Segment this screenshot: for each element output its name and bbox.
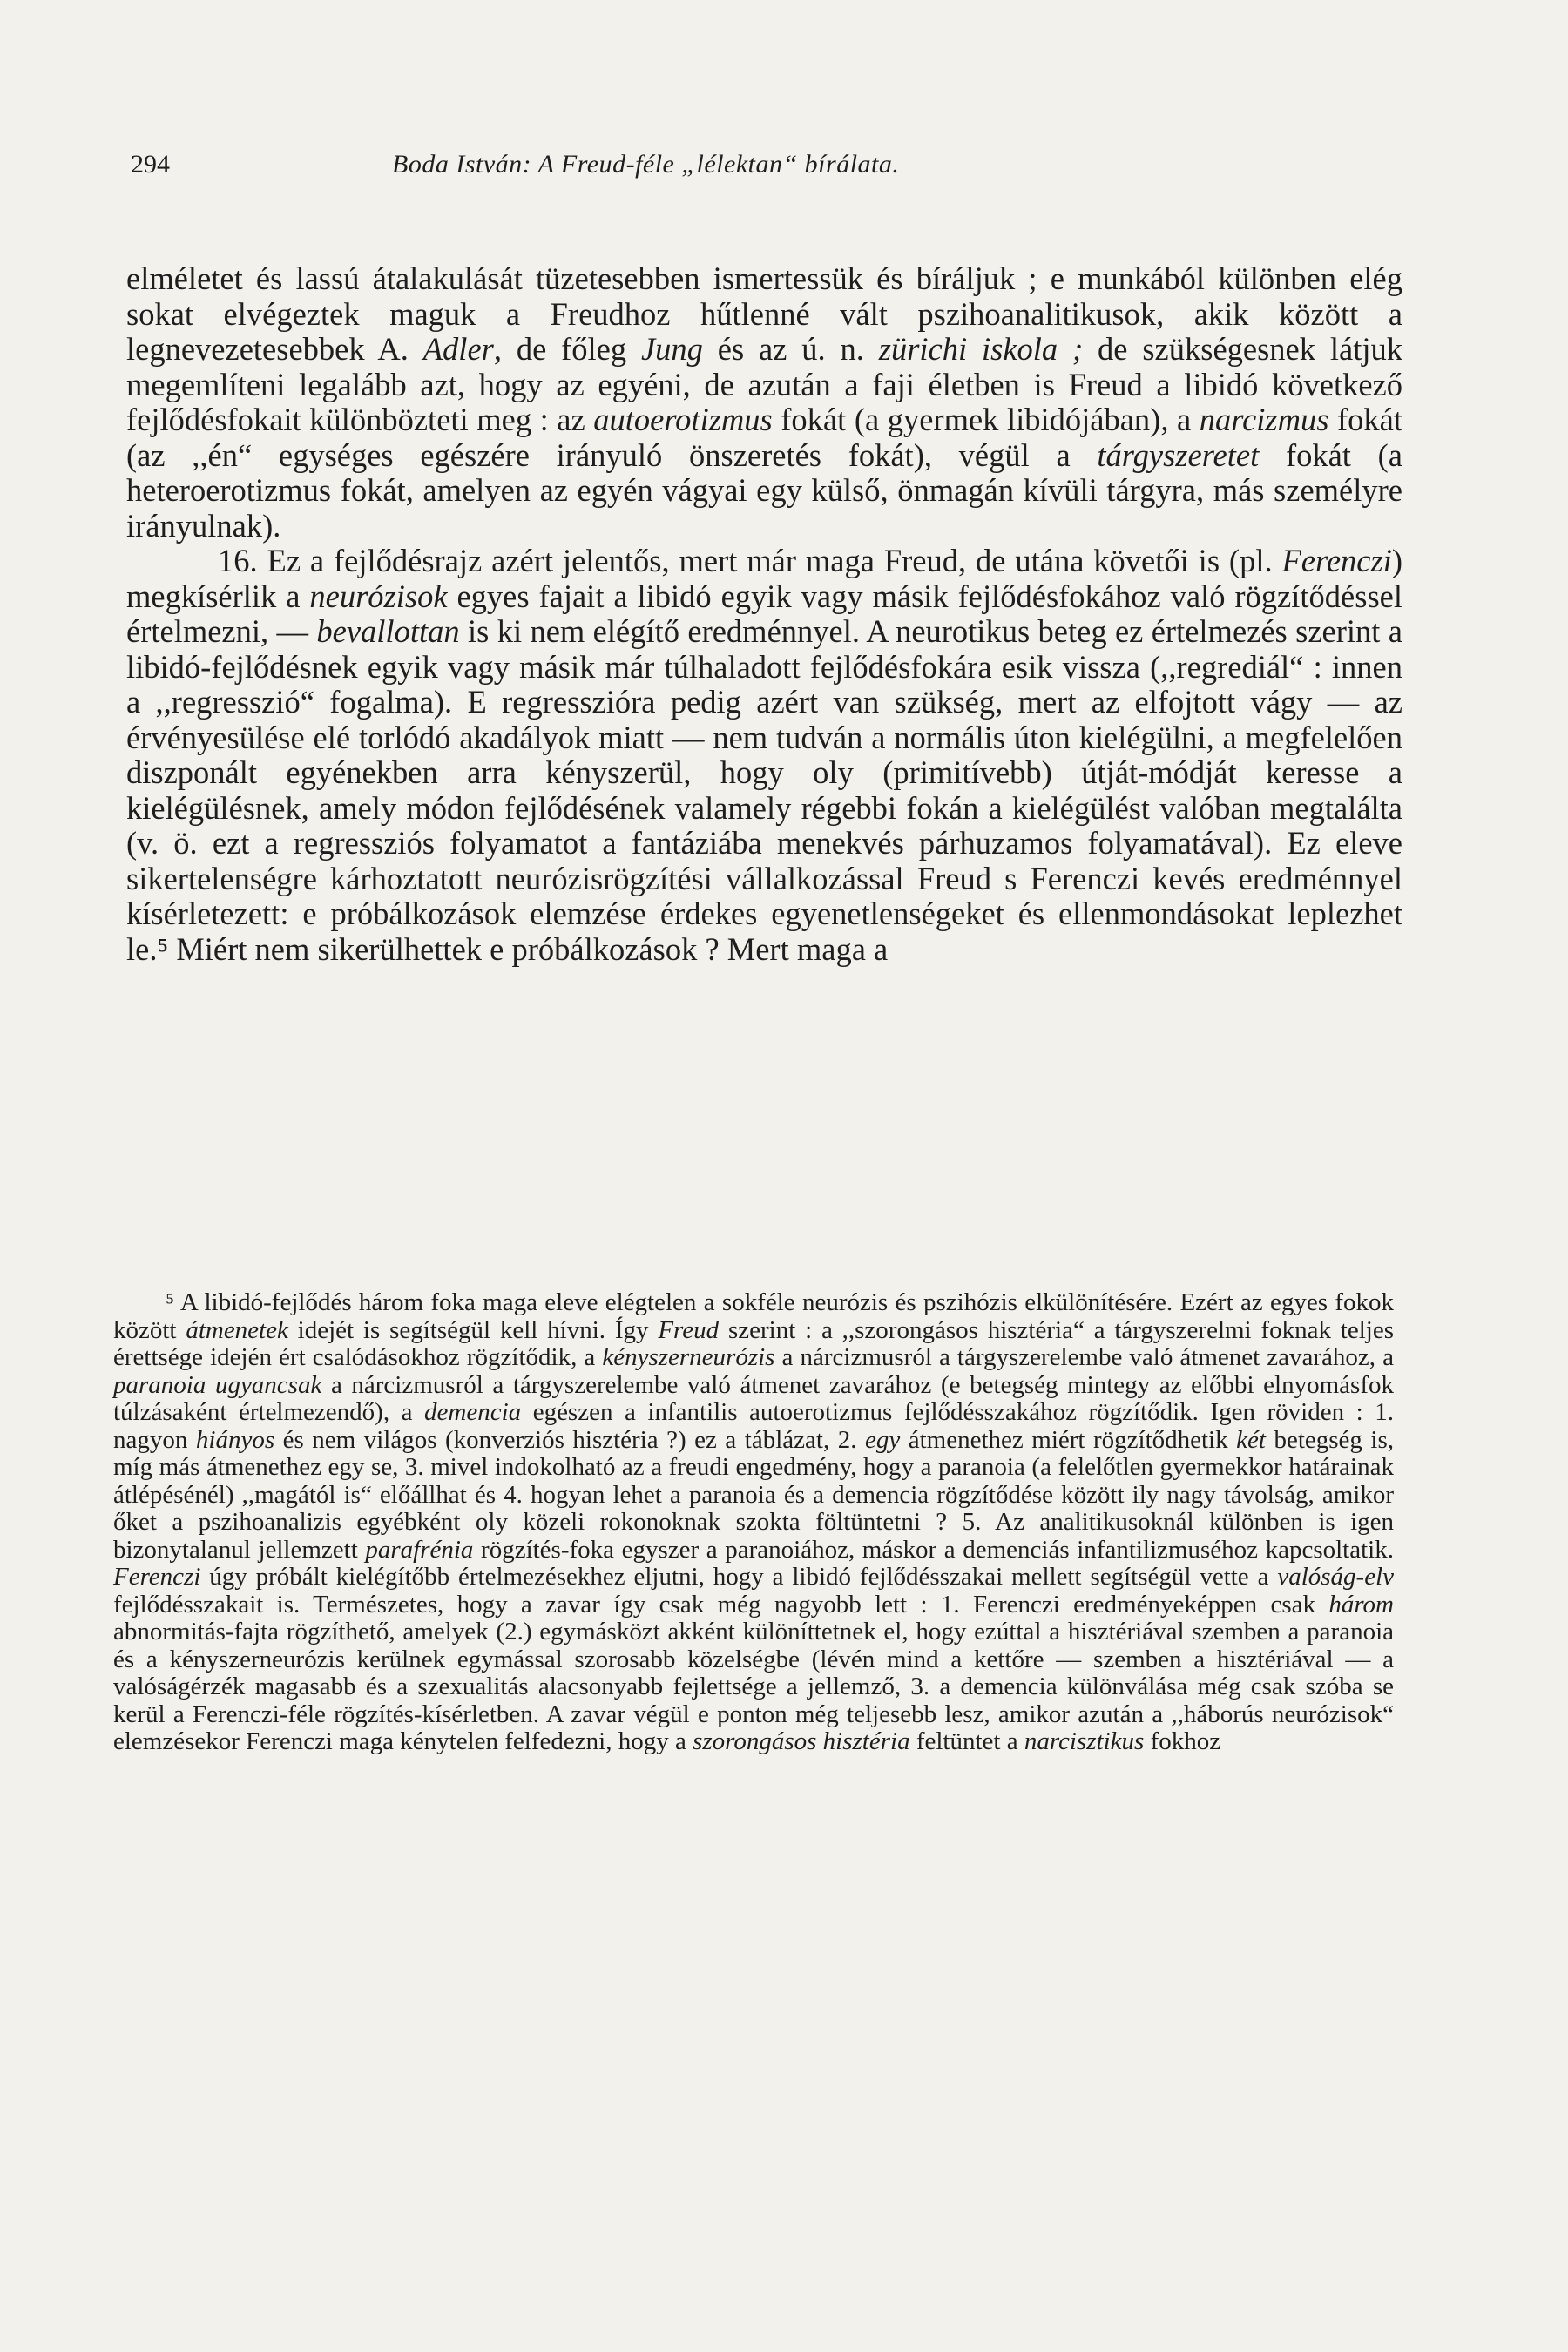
text-run: egyes fajait a libidó egyik vagy másik fejlődésfokához való rögzítődéssel értelmezni, — [126, 578, 1402, 649]
text-run: , de főleg [493, 331, 641, 367]
text-run: úgy próbált kielégítőbb értelmezésekhez eljutni, hogy a libidó fejlődésszakai mellett segítségül vette a [200, 1563, 1278, 1591]
italic-run: Ferenczi [113, 1563, 201, 1591]
italic-run: két [1236, 1425, 1266, 1454]
text-run: a nárcizmusról a tárgyszerelembe való átmenet zavarához, a [774, 1343, 1394, 1371]
paragraph-1 [126, 261, 1402, 544]
italic-run: szorongásos hisztéria [693, 1727, 910, 1755]
text-run: ⁵ A libidó-fejlődés három foka maga eleve elégtelen a sokféle neurózis és pszihózis elkülönítésére. Ezért az egyes fokok között [113, 1288, 1394, 1344]
page-header [131, 150, 1402, 193]
text-run: szerint : a ,,szorongásos hisztéria“ a tárgyszerelmi foknak teljes érettsége idején ért csalódásokhoz rögzítődik, a [113, 1315, 1394, 1371]
italic-run: paranoia ugyancsak [113, 1370, 322, 1399]
footnote-block [113, 1289, 1394, 1756]
italic-run: zürichi iskola ; [878, 331, 1084, 367]
paragraph-2 [126, 544, 1402, 967]
italic-run: egy [864, 1425, 901, 1454]
italic-run: átmenetek [186, 1315, 288, 1344]
italic-run: Freud [658, 1315, 720, 1344]
italic-run: neurózisok [309, 578, 448, 614]
main-text [126, 261, 1402, 967]
italic-run: demencia [424, 1398, 522, 1426]
text-run: átmenethez miért rögzítődhetik [900, 1425, 1237, 1454]
italic-run: valóság-elv [1277, 1563, 1394, 1591]
text-run: abnormitás-fajta rögzíthető, amelyek (2.) egymásközt akként különíttetnek el, hogy ezúttal a hisztériával szemben a paranoia és a kényszerneurózis kerülnek egymással szorosabb közelségbe (lévén mind a kettőre — szemben a hisztériával — a valóságérzék magasabb és a szexualitás alacsonyabb fejlettsége a jellemző, 3. a demencia különválása még csak szóba se kerül a Ferenczi-féle rögzítés-kísérletben. A zavar végül e ponton még teljesebb lesz, amikor azután a ,,háborús neurózisok“ elemzésekor Ferenczi maga kénytelen felfedezni, hogy a [113, 1618, 1394, 1755]
text-run: de szükségesnek látjuk megemlíteni legalább azt, hogy az egyéni, de azután a faji életben is Freud a libidó következő fejlődésfokait különbözteti meg : az [126, 331, 1402, 437]
text-run: 16. Ez a fejlődésrajz azért jelentős, mert már maga Freud, de utána követői is (pl. [218, 543, 1282, 578]
italic-run: hiányos [195, 1425, 275, 1454]
text-run: és az ú. n. [702, 331, 879, 367]
text-run: betegség is, míg más átmenethez egy se, 3. mivel indokolható az a freudi engedmény, hogy a paranoia (a felelőtlen gyermekkor határainak átlépésénél) ,,magától is“ előállhat és 4. hogyan lehet a paranoia és a demencia rögzítődése között ily nagy távolság, amikor őket a pszihoanalizis egyébként oly közeli rokonoknak szokta föltüntetni ? 5. Az analitikusoknál különben is igen bizonytalanul jellemzett [113, 1425, 1395, 1564]
footnote-5 [113, 1289, 1394, 1756]
italic-run: három [1328, 1590, 1394, 1619]
text-run: idejét is segítségül kell hívni. Így [287, 1315, 659, 1344]
italic-run: kényszerneurózis [602, 1343, 775, 1371]
text-run: fokhoz [1144, 1727, 1221, 1755]
italic-run: Jung [640, 331, 703, 367]
italic-run: narcizmus [1199, 402, 1329, 437]
italic-run: tárgyszeretet [1097, 436, 1260, 473]
italic-run: bevallottan [316, 613, 460, 649]
text-run: a nárcizmusról a tárgyszerelembe való átmenet zavarához (e betegség mintegy az előbbi elnyomásfok túlzásaként értelmezendő), a [113, 1370, 1394, 1426]
italic-run: narcisztikus [1024, 1727, 1145, 1755]
text-run: fokát (az ,,én“ egységes egészére irányuló önszeretés fokát), végül a [126, 402, 1402, 473]
text-run: fejlődésszakait is. Természetes, hogy a zavar így csak még nagyobb lett : 1. Ferenczi eredményeképpen csak [113, 1590, 1329, 1619]
text-run: ) megkísérlik a [126, 543, 1402, 614]
italic-run: parafrénia [365, 1535, 474, 1564]
text-run: elméletet és lassú átalakulását tüzetesebben ismertessük és bíráljuk ; e munkából különben elég sokat elvégeztek maguk a Freudhoz hűtlenné vált pszihoanalitikusok, akik között a legnevezetesebbek A. [126, 260, 1402, 367]
text-run: fokát (a heteroerotizmus fokát, amelyen az egyén vágyai egy külső, önmagán kívüli tárgyra, más személyre irányulnak). [126, 436, 1402, 544]
running-head: Boda István: A Freud-féle „lélektan“ bírálata. [392, 150, 900, 179]
text-run: és nem világos (konverziós hisztéria ?) ez a táblázat, 2. [274, 1425, 865, 1454]
text-run: rögzítés-foka egyszer a paranoiához, máskor a demenciás infantilizmuséhoz kapcsoltatik. [473, 1535, 1394, 1564]
text-run: fokát (a gyermek libidójában), a [772, 402, 1200, 437]
italic-run: Adler [422, 331, 494, 367]
text-run: is ki nem elégítő eredménnyel. A neurotikus beteg ez értelmezés szerint a libidó-fejlődésnek egyik vagy másik már túlhaladott fejlődésfokára esik vissza (,,regrediál“ : innen a ,,regresszió“ fogalma). E regresszióra pedig azért van szükség, mert az elfojtott vágy — az érvényesülése elé torlódó akadályok miatt — nem tudván a normális úton kielégülni, a megfelelően diszponált egyénekben arra kényszerül, hogy oly (primitívebb) útját-módját keresse a kielégülésnek, amely módon fejlődésének valamely régebbi fokán a kielégülést valóban megtalálta (v. ö. ezt a regressziós folyamatot a fantáziába menekvés párhuzamos folyamatával). Ez eleve sikertelenségre kárhoztatott neurózisrögzítési vállalkozással Freud s Ferenczi kevés eredménnyel kísérletezett: e próbálkozások elemzése érdekes egyenetlenségeket és ellenmondásokat leplezhet le.⁵ Miért nem sikerülhettek e próbálkozások ? Mert maga a [126, 613, 1402, 967]
italic-run: autoerotizmus [593, 402, 773, 437]
text-run: egészen a infantilis autoerotizmus fejlődésszakához rögzítődik. Igen röviden : 1. nagyon [113, 1398, 1394, 1454]
page-number: 294 [131, 150, 170, 179]
text-run: feltüntet a [909, 1727, 1024, 1755]
italic-run: Ferenczi [1281, 543, 1392, 578]
